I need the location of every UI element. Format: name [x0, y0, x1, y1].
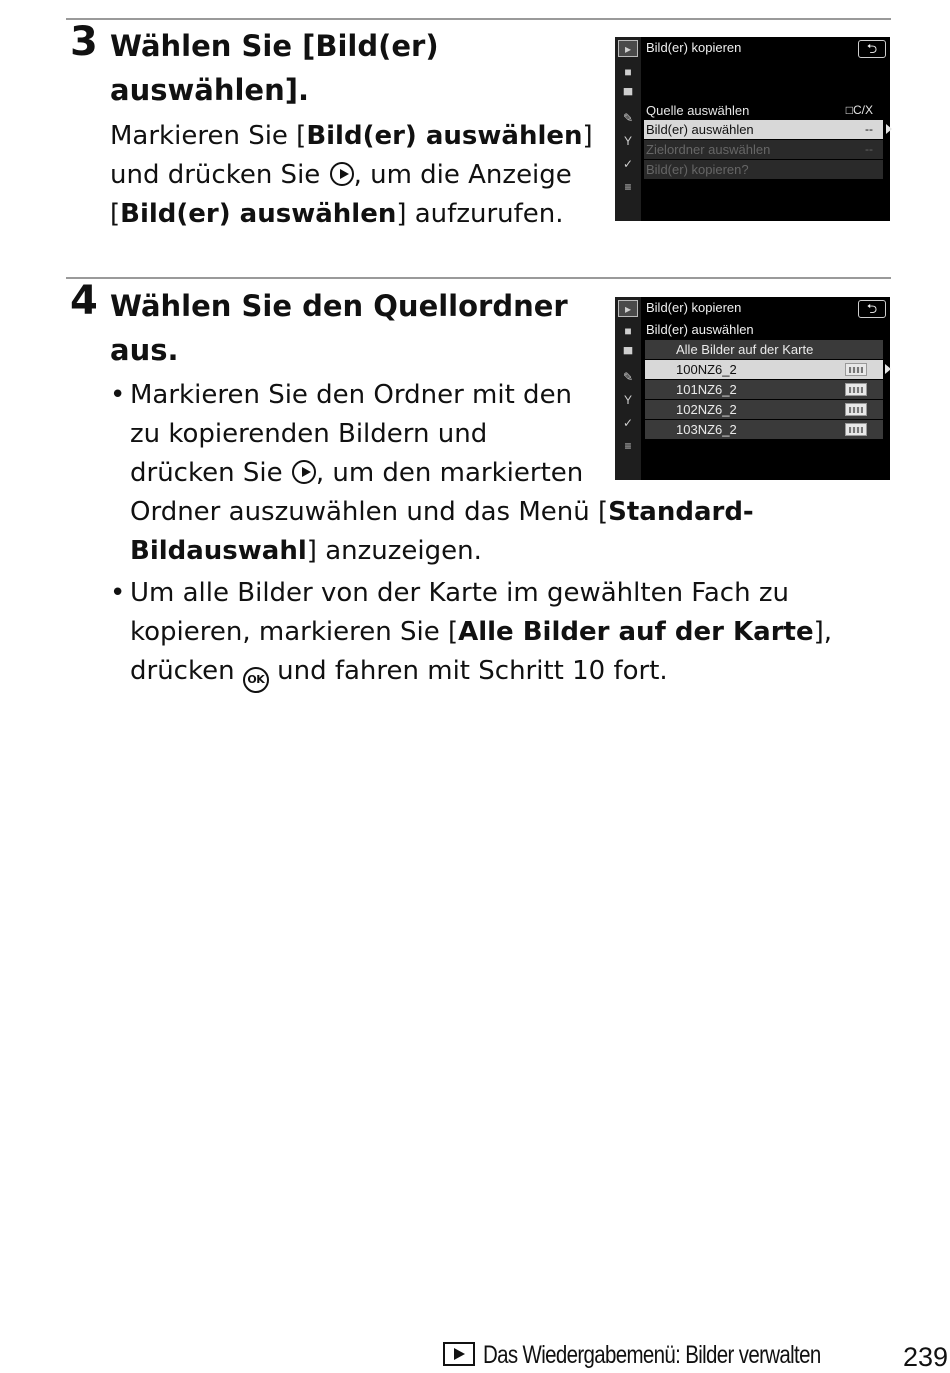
- menu-item-reference: Bild(er) auswählen: [120, 199, 397, 229]
- step-text-line-2: [110, 156, 572, 195]
- text-run: [: [110, 199, 121, 229]
- bullet-1-line-3: [130, 454, 583, 493]
- step-title-line-2: auswählen].: [110, 73, 310, 107]
- text-run: ],: [813, 617, 833, 647]
- step-text-line-3: [110, 195, 564, 234]
- menu-row-selected: [644, 120, 883, 139]
- folder-row: [645, 400, 883, 419]
- section-rule-step-4: [66, 277, 891, 279]
- text-run: Markieren Sie [: [110, 121, 307, 151]
- folder-row: [645, 380, 883, 399]
- menu-item-reference: Alle Bilder auf der Karte: [458, 617, 814, 647]
- retouch-menu-icon: ✓: [622, 157, 634, 171]
- custom-settings-icon: ✎: [622, 111, 634, 125]
- folder-thumbnail: [845, 363, 867, 376]
- text-run: , um die Anzeige: [353, 160, 572, 190]
- folder-thumbnail: [845, 383, 867, 396]
- folder-row: [645, 420, 883, 439]
- custom-settings-icon: ✎: [622, 370, 634, 384]
- movie-menu-icon: ▀: [623, 88, 633, 102]
- chevron-right-icon: [885, 364, 891, 374]
- text-run: und fahren mit Schritt 10 fort.: [268, 656, 668, 686]
- folder-name: 100NZ6_2: [676, 362, 737, 377]
- menu-row-label: Bild(er) kopieren?: [646, 162, 749, 177]
- menu-row-label: Quelle auswählen: [646, 103, 750, 118]
- bullet-marker: •: [110, 578, 126, 608]
- text-run: ] aufzurufen.: [396, 199, 564, 229]
- ok-button-icon: OK: [243, 667, 269, 693]
- menu-row-disabled: [644, 160, 883, 179]
- camera-menu-screenshot: [615, 297, 890, 480]
- menu-item-reference: Standard-: [608, 497, 754, 527]
- menu-row-disabled: [644, 140, 883, 159]
- menu-sidebar: [615, 297, 641, 480]
- menu-item-reference: Bildauswahl: [130, 536, 307, 566]
- back-icon: ⮌: [858, 40, 886, 58]
- screen-subtitle: Bild(er) auswählen: [646, 322, 754, 337]
- text-run: drücken Sie: [130, 458, 291, 488]
- screen-title: Bild(er) kopieren: [646, 40, 742, 55]
- folder-name: 101NZ6_2: [676, 382, 737, 397]
- camera-menu-screenshot: [615, 37, 890, 221]
- footer-section-title: Das Wiedergabemenü: Bilder verwalten: [483, 1341, 821, 1369]
- photo-shooting-menu-icon: ■: [624, 324, 632, 338]
- step-number: 4: [70, 278, 98, 324]
- bullet-2-line-3: [130, 652, 668, 693]
- step-number: 3: [70, 19, 98, 65]
- bullet-2-line-1: Um alle Bilder von der Karte im gewählten Fach zu: [130, 578, 789, 608]
- chevron-right-icon: [886, 124, 892, 134]
- movie-menu-icon: ▀: [623, 347, 633, 361]
- my-menu-icon: ≡: [624, 439, 632, 453]
- section-rule-step-3: [66, 18, 891, 20]
- bullet-1-line-5: [130, 532, 482, 571]
- menu-row-label: Alle Bilder auf der Karte: [676, 342, 814, 357]
- text-run: ]: [582, 121, 593, 151]
- folder-thumbnail: [845, 403, 867, 416]
- back-icon: ⮌: [858, 300, 886, 318]
- step-title-line-1: Wählen Sie [Bild(er): [110, 29, 439, 63]
- playback-menu-icon: ▸: [618, 300, 638, 317]
- text-run: drücken: [130, 656, 243, 686]
- setup-menu-icon: Y: [623, 393, 632, 407]
- menu-sidebar: [615, 37, 641, 221]
- setup-menu-icon: Y: [623, 134, 632, 148]
- text-run: kopieren, markieren Sie [: [130, 617, 459, 647]
- step-text-line-1: [110, 117, 593, 156]
- folder-row-selected: [645, 360, 883, 379]
- menu-item-reference: Bild(er) auswählen: [306, 121, 583, 151]
- folder-thumbnail: [845, 423, 867, 436]
- retouch-menu-icon: ✓: [622, 416, 634, 430]
- my-menu-icon: ≡: [624, 180, 632, 194]
- step-title-line-2: aus.: [110, 333, 179, 367]
- text-run: , um den markierten: [315, 458, 584, 488]
- menu-row-label: Zielordner auswählen: [646, 142, 771, 157]
- menu-row-value: □C/X: [845, 103, 873, 117]
- menu-row-value: --: [865, 142, 873, 156]
- menu-row-value: --: [865, 122, 873, 136]
- folder-name: 102NZ6_2: [676, 402, 737, 417]
- bullet-1-line-2: zu kopierenden Bildern und: [130, 419, 488, 449]
- text-run: ] anzuzeigen.: [306, 536, 482, 566]
- menu-row-label: Bild(er) auswählen: [646, 122, 754, 137]
- page-number: 239: [902, 1342, 948, 1372]
- bullet-marker: •: [110, 380, 126, 410]
- bullet-1-line-1: Markieren Sie den Ordner mit den: [130, 380, 573, 410]
- menu-row: [644, 101, 883, 120]
- menu-row: [645, 340, 883, 359]
- step-title-line-1: Wählen Sie den Quellordner: [110, 289, 568, 323]
- folder-name: 103NZ6_2: [676, 422, 737, 437]
- bullet-1-line-4: [130, 493, 754, 532]
- playback-menu-icon: ▸: [618, 40, 638, 57]
- playback-menu-icon: [443, 1342, 475, 1366]
- multi-selector-right-icon: [330, 162, 354, 186]
- text-run: und drücken Sie: [110, 160, 329, 190]
- screen-title: Bild(er) kopieren: [646, 300, 742, 315]
- bullet-2-line-2: [130, 613, 832, 652]
- photo-shooting-menu-icon: ■: [624, 65, 632, 79]
- multi-selector-right-icon: [292, 460, 316, 484]
- text-run: Ordner auszuwählen und das Menü [: [130, 497, 609, 527]
